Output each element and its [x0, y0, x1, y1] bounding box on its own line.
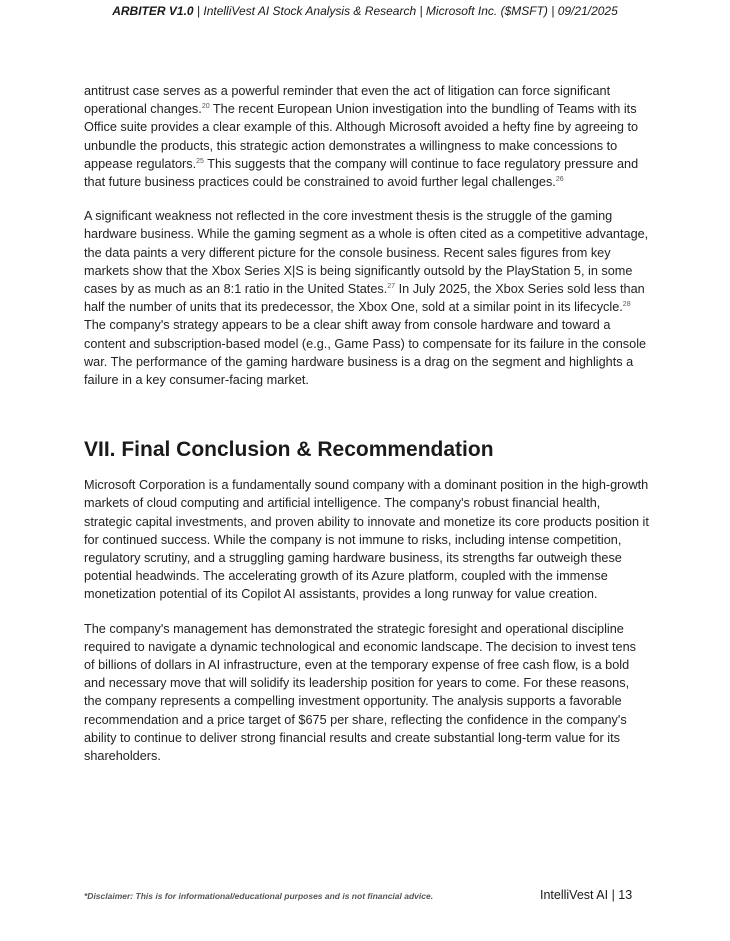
- footnote-ref[interactable]: 20: [201, 102, 210, 110]
- footnote-ref[interactable]: 28: [622, 301, 631, 308]
- footer-page-number: IntelliVest AI | 13: [540, 888, 633, 902]
- section-heading: VII. Final Conclusion & Recommendation: [84, 438, 494, 462]
- paragraph-conclusion: Microsoft Corporation is a fundamentally sound company with a dominant position in the high-growth markets of cloud computing and artificial intelligence. The company's robust financial health, strategic capital investments, and proven ability to innovate and monetize its core products position it for continued success. While the company is not immune to risks, including intense competition, regulatory scrutiny, and a struggling gaming hardware business, its strengths far outweigh these potential headwinds. The accelerating growth of its Azure platform, coupled with the immense monetization potential of its Copilot AI assistants, provides a long runway for value creation.: [84, 478, 649, 602]
- paragraph-text: antitrust case serves as a powerful reminder that even the act of litigation can force significant operational changes.: [84, 84, 611, 117]
- document-body: [84, 82, 650, 765]
- paragraph-text: A significant weakness not reflected in the core investment thesis is the struggle of the gaming hardware business. While the gaming segment as a whole is often cited as a competitive advantage, the data paints a very different picture for the console business. Recent sales figures from key markets show that the Xbox Series X|S is being significantly outsold by the PlayStation 5, in some cases by as much as an 8:1 ratio in the United States.: [84, 209, 649, 297]
- header-separator: |: [193, 4, 204, 18]
- paragraph-text: In July 2025, the Xbox Series sold less than half the number of units that its predecessor, the Xbox One, sold at a similar point in its lifecycle.: [84, 282, 645, 315]
- footnote-ref[interactable]: 27: [387, 282, 396, 290]
- header-details: IntelliVest AI Stock Analysis & Research | Microsoft Inc. ($MSFT) | 09/21/2025: [203, 4, 618, 18]
- paragraph-text: The company's strategy appears to be a clear shift away from console hardware and toward a content and subscription-based model (e.g., Game Pass) to compensate for its failure in the console war. The performance of the gaming hardware business is a drag on the segment and highlights a failure in a key consumer-facing market.: [84, 318, 647, 388]
- paragraph-antitrust: [84, 82, 650, 191]
- paragraph-gaming-weakness: [84, 207, 650, 389]
- paragraph-text: This suggests that the company will continue to face regulatory pressure and that future business practices could be constrained to avoid further legal challenges.: [84, 156, 639, 190]
- paragraph-recommendation: The company's management has demonstrated the strategic foresight and operational discipline required to navigate a dynamic technological and economic landscape. The decision to invest tens of billions of dollars in AI infrastructure, even at the temporary expense of free cash flow, is a bold and necessary move that will solidify its leadership position for years to come. For these reasons, the company represents a compelling investment opportunity. The analysis supports a favorable recommendation and a price target of $675 per share, reflecting the confidence in the company's ability to continue to deliver strong financial results and create substantial long-term value for its shareholders.: [84, 621, 637, 764]
- footnote-ref[interactable]: 26: [555, 175, 564, 183]
- footer-disclaimer: *Disclaimer: This is for informational/educational purposes and is not financial advice.: [84, 891, 434, 901]
- page-header: [0, 4, 730, 18]
- header-brand: ARBITER V1.0: [112, 4, 194, 18]
- footnote-ref[interactable]: 25: [196, 157, 204, 165]
- paragraph-text: The recent European Union investigation into the bundling of Teams with its Office suite provides a clear example of this. Although Microsoft avoided a hefty fine by agreeing to unbundle the products, this strategic action demonstrates a willingness to make concessions to appease regulators.: [84, 102, 639, 171]
